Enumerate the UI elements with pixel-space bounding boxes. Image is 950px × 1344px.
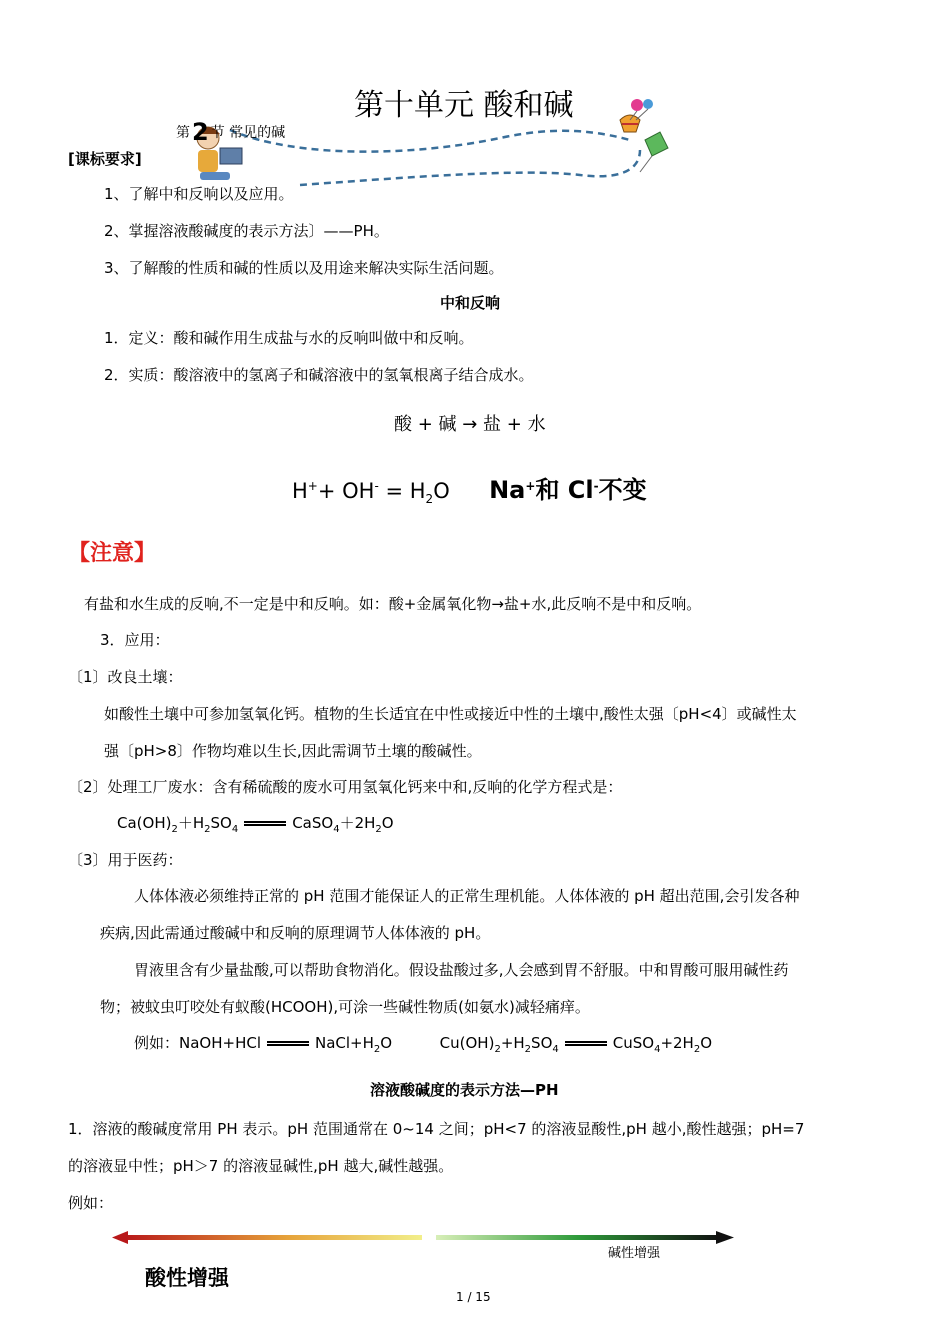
requirement-item: 2、掌握溶液酸碱度的表示方法〕——PH。 bbox=[104, 222, 389, 240]
subscript: 2 bbox=[693, 1044, 701, 1055]
eq-part: ＋2H bbox=[339, 814, 376, 832]
base-arrow bbox=[436, 1231, 734, 1244]
dashed-trail-lower bbox=[300, 150, 640, 185]
acid-arrow bbox=[112, 1231, 422, 1244]
medicine-text: 疾病,因此需通过酸碱中和反响的原理调节人体体液的 pH。 bbox=[100, 924, 491, 942]
note-heading: 【注意】 bbox=[68, 541, 157, 566]
subscript: 4 bbox=[552, 1044, 559, 1055]
subscript: 2 bbox=[373, 1044, 381, 1055]
ph-text: 的溶液显中性；pH＞7 的溶液显碱性,pH 越大,碱性越强。 bbox=[68, 1157, 454, 1175]
subscript: 2 bbox=[425, 492, 434, 507]
requirement-item: 3、了解酸的性质和碱的性质以及用途来解决实际生活问题。 bbox=[104, 259, 504, 277]
page-footer: 1 / 15 bbox=[456, 1290, 491, 1304]
formula-unchanged: 不变 bbox=[598, 476, 647, 504]
kite-balloon-icon bbox=[620, 99, 668, 172]
formula-equals: = H bbox=[378, 479, 426, 503]
neutralization-definition: 1．定义：酸和碱作用生成盐与水的反响叫做中和反响。 bbox=[104, 329, 474, 347]
medicine-text: 人体体液必须维持正常的 pH 范围才能保证人的正常生理机能。人体体液的 pH 超出范围,会引发各种 bbox=[134, 887, 800, 905]
section-suffix: 节 常见的碱 bbox=[210, 125, 286, 141]
acid-label: 酸性增强 bbox=[145, 1266, 229, 1290]
formula-oh: + OH bbox=[317, 479, 375, 503]
neutralization-heading: 中和反响 bbox=[440, 294, 501, 312]
eq-part: CuSO bbox=[612, 1034, 655, 1052]
eq-part: +2H bbox=[660, 1034, 694, 1052]
equals-bar bbox=[565, 1041, 607, 1046]
dashed-trail-upper bbox=[230, 130, 630, 152]
subscript: 2 bbox=[494, 1044, 501, 1055]
charge-minus: - bbox=[374, 479, 379, 493]
charge-plus: + bbox=[307, 479, 318, 493]
soil-text: 如酸性土壤中可参加氢氧化钙。植物的生长适宜在中性或接近中性的土壤中,酸性太强〔pH<4〕或碱性太 bbox=[104, 705, 797, 723]
charge-plus: + bbox=[525, 479, 536, 493]
subscript: 2 bbox=[375, 824, 382, 835]
equals-bar bbox=[267, 1041, 309, 1046]
medicine-heading: 〔3〕用于医药： bbox=[68, 851, 183, 869]
subscript: 4 bbox=[231, 824, 239, 835]
eq-part: ＋H bbox=[177, 814, 205, 832]
eq-part: CaSO bbox=[292, 814, 334, 832]
eq-part: Ca(OH) bbox=[117, 814, 172, 832]
soil-text: 强〔pH>8〕作物均难以生长,因此需调节土壤的酸碱性。 bbox=[104, 742, 482, 760]
formula-h: H bbox=[292, 479, 308, 503]
formula-cl: 和 Cl bbox=[535, 476, 594, 504]
eq-part: O bbox=[380, 1034, 393, 1052]
requirements-header: [课标要求] bbox=[68, 150, 142, 168]
charge-minus: - bbox=[593, 479, 599, 493]
eq-part: SO bbox=[210, 814, 232, 832]
example-equations bbox=[134, 1032, 712, 1055]
ionic-equation bbox=[292, 470, 647, 506]
eq-part: O bbox=[700, 1034, 713, 1052]
application-heading: 3．应用： bbox=[100, 631, 170, 649]
subscript: 4 bbox=[654, 1044, 661, 1055]
section-number: 2 bbox=[192, 118, 209, 146]
subscript: 2 bbox=[524, 1044, 532, 1055]
word-equation: 酸 + 碱 → 盐 + 水 bbox=[394, 414, 546, 435]
medicine-text: 物；被蚊虫叮咬处有蚁酸(HCOOH),可涂一些碱性物质(如氨水)减轻痛痒。 bbox=[100, 998, 590, 1016]
eq-part: SO bbox=[531, 1034, 553, 1052]
eq-part: 例如：NaOH+HCl bbox=[134, 1034, 261, 1052]
eq-part: +H bbox=[500, 1034, 525, 1052]
equals-bar bbox=[244, 821, 286, 826]
subscript: 2 bbox=[204, 824, 211, 835]
section-prefix: 第 bbox=[176, 125, 190, 141]
eq-part: O bbox=[381, 814, 394, 832]
formula-o: O bbox=[433, 479, 450, 503]
neutralization-essence: 2．实质：酸溶液中的氢离子和碱溶液中的氢氧根离子结合成水。 bbox=[104, 366, 534, 384]
ph-text: 1．溶液的酸碱度常用 PH 表示。pH 范围通常在 0~14 之间；pH<7 的溶液显酸性,pH 越小,酸性越强；pH=7 bbox=[68, 1120, 805, 1138]
ph-example-label: 例如： bbox=[68, 1194, 114, 1212]
formula-na: Na bbox=[489, 476, 526, 504]
base-label: 碱性增强 bbox=[608, 1246, 661, 1261]
eq-part: Cu(OH) bbox=[439, 1034, 495, 1052]
requirement-item: 1、了解中和反响以及应用。 bbox=[104, 185, 294, 203]
page-title: 第十单元 酸和碱 bbox=[354, 88, 574, 123]
section-label bbox=[176, 118, 285, 146]
ph-heading: 溶液酸碱度的表示方法—PH bbox=[370, 1081, 559, 1099]
waste-heading: 〔2〕处理工厂废水：含有稀硫酸的废水可用氢氧化钙来中和,反响的化学方程式是： bbox=[68, 778, 623, 796]
note-text: 有盐和水生成的反响,不一定是中和反响。如：酸+金属氧化物→盐+水,此反响不是中和反响。 bbox=[84, 595, 702, 613]
subscript: 2 bbox=[171, 824, 178, 835]
medicine-text: 胃液里含有少量盐酸,可以帮助食物消化。假设盐酸过多,人会感到胃不舒服。中和胃酸可服用碱性药 bbox=[134, 961, 789, 979]
eq-part: NaCl+H bbox=[315, 1034, 374, 1052]
waste-equation bbox=[117, 812, 394, 835]
subscript: 4 bbox=[333, 824, 340, 835]
soil-heading: 〔1〕改良土壤： bbox=[68, 668, 183, 686]
